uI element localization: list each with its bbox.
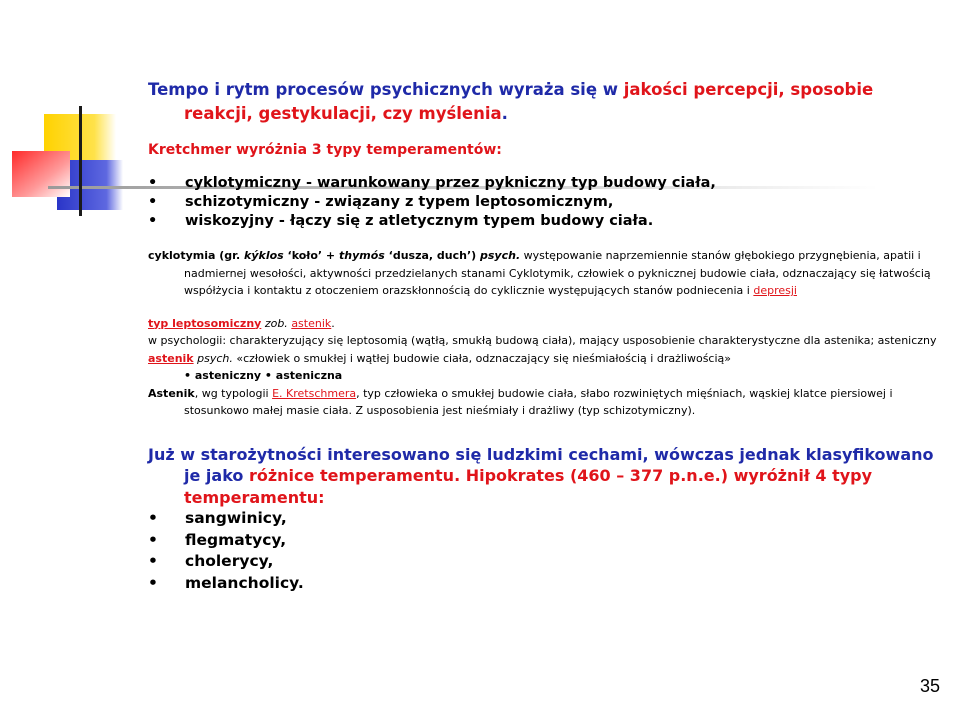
- astenik-term-link[interactable]: astenik: [148, 351, 194, 365]
- list-item: • flegmatycy,: [148, 530, 938, 552]
- vertical-line: [79, 106, 82, 216]
- list-item: • cyklotymiczny - warunkowany przez pykniczny typ budowy ciała,: [148, 174, 938, 193]
- psychology-definition: w psychologii: charakteryzujący się leptosomią (wątłą, smukłą budową ciała), mający usposobienie charakterystyczne dla astenika; asteniczny: [148, 334, 937, 347]
- depresji-link[interactable]: depresji: [753, 284, 797, 297]
- list-item: • melancholicy.: [148, 573, 938, 595]
- astenik-typology: Astenik, wg typologii E. Kretschmera, typ człowieka o smukłej budowie ciała, słabo rozwiniętych mięśniach, wąskiej klatce piersiowej i stosunkowo małej masie ciała. Z usposobienia jest nieśmiały i drażliwy (typ schizotymiczny).: [148, 386, 893, 417]
- list-item: • sangwinicy,: [148, 508, 938, 530]
- slide-content: [148, 78, 938, 594]
- astenik-definition: astenik psych. «człowiek o smukłej i wątłej budowie ciała, odznaczający się nieśmiałością i drażliwością»: [148, 351, 731, 365]
- list-item: • cholerycy,: [148, 551, 938, 573]
- list-item: • schizotymiczny - związany z typem leptosomicznym,: [148, 193, 938, 212]
- page-number: 35: [919, 676, 940, 696]
- kretschmer-heading: Kretchmer wyróżnia 3 typy temperamentów:: [148, 142, 502, 158]
- kretschmer-link[interactable]: E. Kretschmera: [272, 386, 357, 400]
- cyclothymia-definition: cyklotymia (gr. kýklos ‘koło’ + thymós ‘dusza, duch’) psych. występowanie naprzemiennie stanów głębokiego przygnębienia, apatii i nadmiernej wesołości, aktywności przedzielanych stanami Cyklotymik, człowiek o pyknicznej budowie ciała, odznaczający się łatwością współżycia i kontaktu z otoczeniem orazskłonnością do cyklicznie występujących stanów podniecenia i depresji: [148, 249, 931, 297]
- leptosomic-link[interactable]: typ leptosomiczny: [148, 316, 262, 330]
- intro-paragraph: Tempo i rytm procesów psychicznych wyraża się w jakości percepcji, sposobie reakcji, gestykulacji, czy myślenia.: [148, 80, 874, 123]
- history-paragraph: Już w starożytności interesowano się ludzkimi cechami, wówczas jednak klasyfikowano je jako różnice temperamentu. Hipokrates (460 – 377 p.n.e.) wyróżnił 4 typy temperamentu:: [148, 444, 934, 507]
- astenik-forms: • asteniczny • asteniczna: [184, 369, 343, 382]
- list-item: • wiskozyjny - łączy się z atletycznym typem budowy ciała.: [148, 212, 938, 231]
- leptosomic-line: typ leptosomiczny zob. astenik.: [148, 316, 335, 330]
- temperament-types-list: [148, 174, 938, 231]
- hippocrates-temperaments-list: [148, 508, 938, 594]
- leptosomic-section: [148, 315, 938, 420]
- red-square: [12, 151, 70, 197]
- astenik-link[interactable]: astenik: [291, 316, 332, 330]
